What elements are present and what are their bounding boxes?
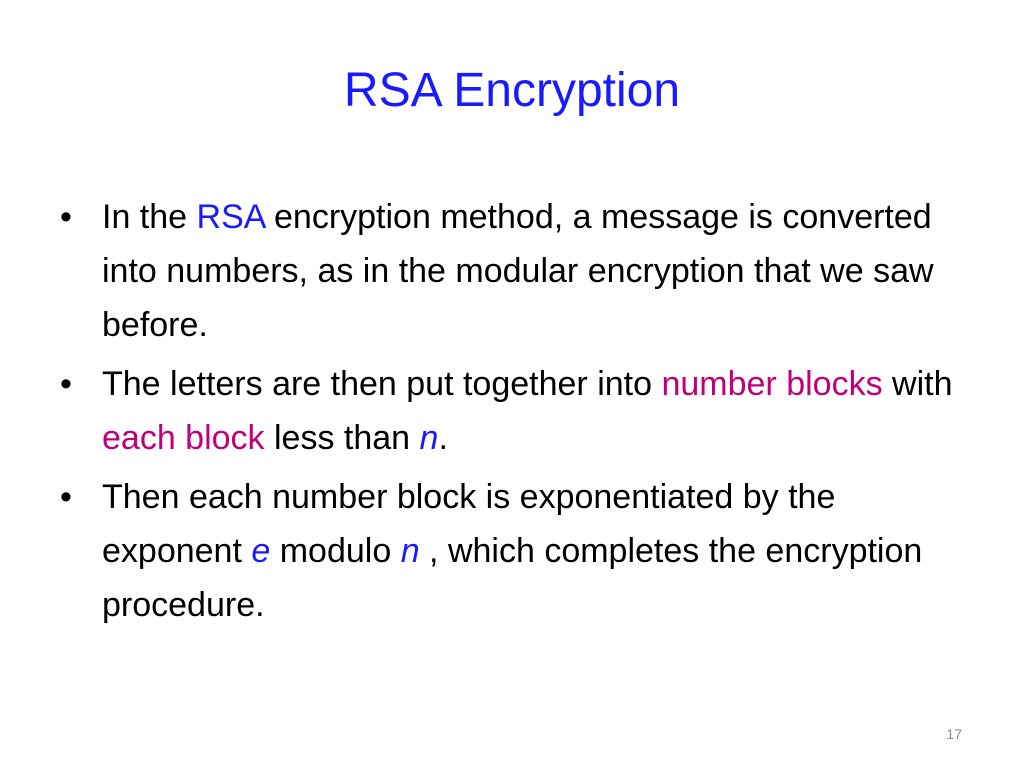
bullet-icon: • <box>60 198 72 236</box>
number-blocks-term: number blocks <box>661 365 883 403</box>
bullet-text: less than <box>264 419 420 457</box>
rsa-term: RSA <box>196 198 265 236</box>
each-block-term: each block <box>102 419 265 457</box>
variable-e: e <box>251 532 271 570</box>
bullet-item-3 <box>58 470 958 632</box>
variable-n: n <box>419 419 439 457</box>
bullet-icon: • <box>60 365 72 403</box>
bullet-text: Then each number block is exponentiated by the exponent <box>102 478 836 570</box>
bullet-text: . <box>438 419 448 457</box>
bullet-text: encryption method, a message is converted into numbers, as in the modular encryption that we saw before. <box>102 198 934 344</box>
bullet-text: , which completes the encryption procedure. <box>102 532 923 624</box>
bullet-text: with <box>882 365 953 403</box>
bullet-text: modulo <box>270 532 401 570</box>
bullet-item-1 <box>58 190 958 352</box>
bullet-text: The letters are then put together into <box>102 365 662 403</box>
bullet-icon: • <box>60 478 72 516</box>
variable-n: n <box>400 532 420 570</box>
page-number: 17 <box>946 726 962 742</box>
slide-title: RSA Encryption <box>343 64 681 117</box>
bullet-list <box>58 190 958 637</box>
bullet-text: In the <box>102 198 197 236</box>
bullet-item-2 <box>58 357 958 465</box>
